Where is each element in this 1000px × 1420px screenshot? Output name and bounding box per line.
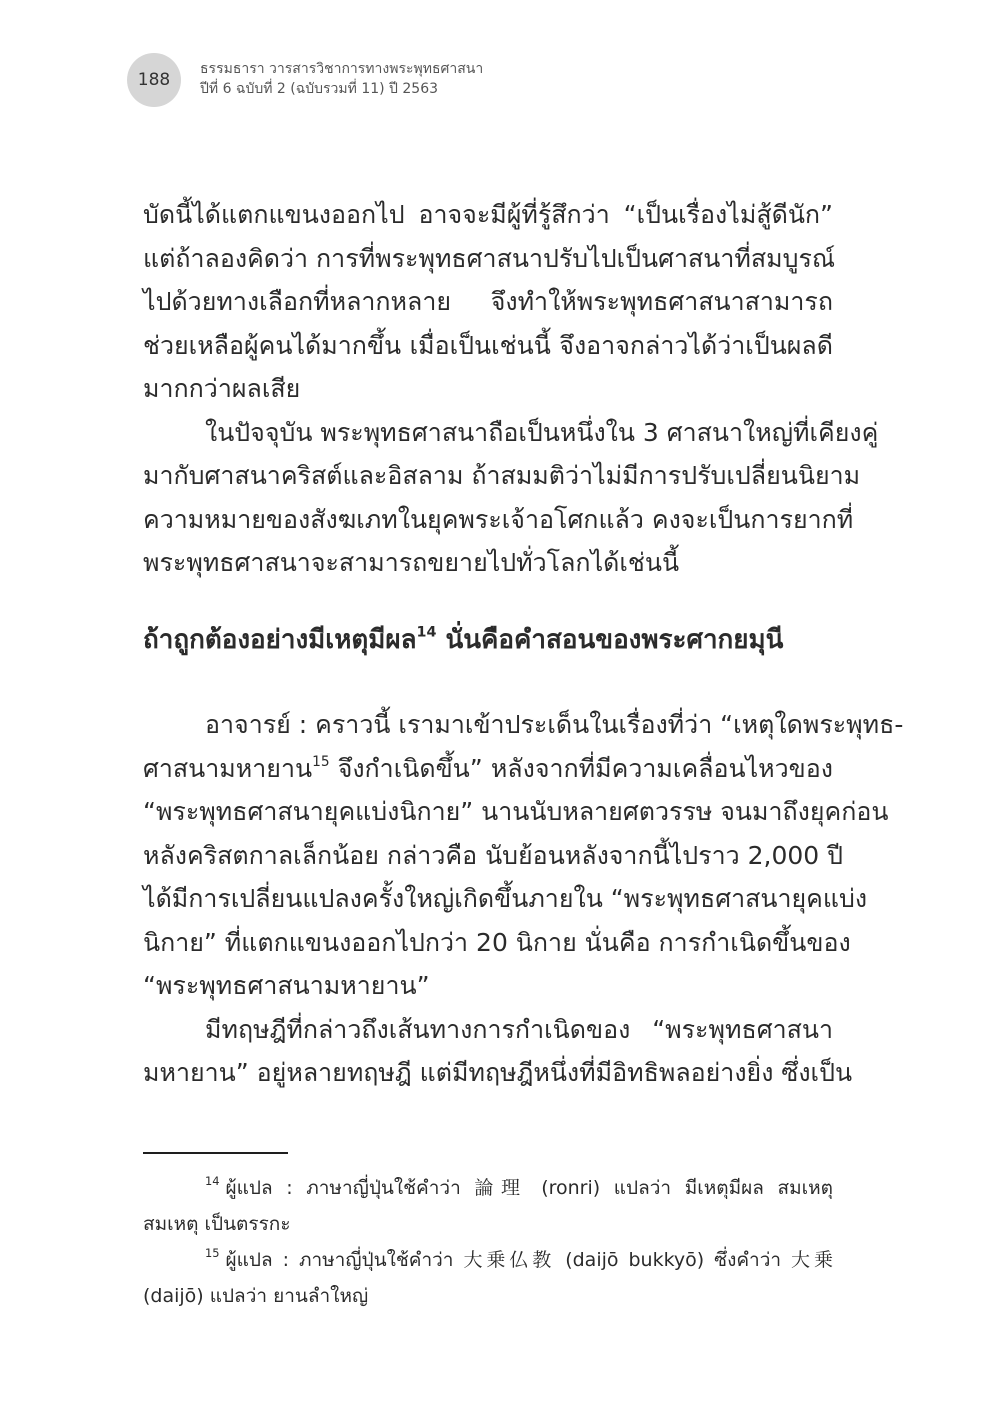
footnote-14 bbox=[143, 1170, 833, 1242]
paragraph-3 bbox=[143, 703, 904, 1008]
footnote-text: ผู้แปล : ภาษาญี่ปุ่นใช้คำว่า 論理 (ronri) แปลว่า มีเหตุมีผล สมเหตุ bbox=[225, 1177, 833, 1199]
body-line: ความหมายของสังฆเภทในยุคพระเจ้าอโศกแล้ว คงจะเป็นการยากที่ bbox=[143, 504, 854, 534]
footnote-line bbox=[143, 1242, 833, 1278]
footnote-number: 14 bbox=[205, 1174, 220, 1189]
footnote-15 bbox=[143, 1242, 833, 1314]
body-line: พระพุทธศาสนาจะสามารถขยายไปทั่วโลกได้เช่นนี้ bbox=[143, 548, 680, 577]
body-line: ในปัจจุบัน พระพุทธศาสนาถือเป็นหนึ่งใน 3 ศาสนาใหญ่ที่เคียงคู่ bbox=[205, 417, 879, 447]
body-line: ไปด้วยทางเลือกที่หลากหลาย จึงทำให้พระพุทธศาสนาสามารถ bbox=[143, 287, 833, 316]
paragraph-4 bbox=[143, 1008, 853, 1095]
section-heading-text: ถ้าถูกต้องอย่างมีเหตุมีผล bbox=[143, 625, 417, 655]
running-head bbox=[200, 59, 800, 99]
body-line: มากกว่าผลเสีย bbox=[143, 374, 301, 403]
footnotes bbox=[143, 1170, 833, 1314]
footnote-line bbox=[143, 1170, 833, 1206]
body-line-text: ศาสนามหายาน bbox=[143, 753, 313, 783]
body-line bbox=[143, 747, 833, 791]
paragraph-1 bbox=[143, 193, 836, 411]
body-line: อาจารย์ : คราวนี้ เรามาเข้าประเด็นในเรื่องที่ว่า “เหตุใดพระพุทธ- bbox=[205, 710, 904, 739]
paragraph-2 bbox=[143, 411, 879, 585]
issue-info: ปีที่ 6 ฉบับที่ 2 (ฉบับรวมที่ 11) ปี 2563 bbox=[200, 81, 439, 97]
footnote-ref-15: 15 bbox=[312, 753, 330, 770]
section-heading-text-rest: นั่นคือคำสอนของพระศากยมุนี bbox=[436, 625, 784, 655]
body-line: ช่วยเหลือผู้คนได้มากขึ้น เมื่อเป็นเช่นนี้ จึงอาจกล่าวได้ว่าเป็นผลดี bbox=[143, 330, 833, 360]
footnote-separator bbox=[143, 1152, 288, 1154]
body-text-lower bbox=[143, 703, 904, 1095]
footnote-text: ผู้แปล : ภาษาญี่ปุ่นใช้คำว่า 大乗仏教 (daijō bukkyō) ซึ่งคำว่า 大乗 bbox=[225, 1249, 833, 1271]
footnote-ref-14: 14 bbox=[416, 624, 437, 641]
body-line: นิกาย” ที่แตกแขนงออกไปกว่า 20 นิกาย นั่นคือ การกำเนิดขึ้นของ bbox=[143, 927, 851, 957]
footnote-number: 15 bbox=[205, 1246, 220, 1261]
page-number-badge bbox=[127, 53, 181, 107]
footnote-line: สมเหตุ เป็นตรรกะ bbox=[143, 1213, 291, 1235]
journal-title: ธรรมธารา วารสารวิชาการทางพระพุทธศาสนา bbox=[200, 61, 484, 77]
body-line: ได้มีการเปลี่ยนแปลงครั้งใหญ่เกิดขึ้นภายใน “พระพุทธศาสนายุคแบ่ง bbox=[143, 884, 868, 913]
body-line: บัดนี้ได้แตกแขนงออกไป อาจจะมีผู้ที่รู้สึกว่า “เป็นเรื่องไม่สู้ดีนัก” bbox=[143, 200, 833, 229]
body-line: มากับศาสนาคริสต์และอิสลาม ถ้าสมมติว่าไม่มีการปรับเปลี่ยนนิยาม bbox=[143, 461, 861, 490]
page-number: 188 bbox=[137, 70, 171, 90]
body-text-upper bbox=[143, 193, 879, 585]
footnote-line: (daijō) แปลว่า ยานลำใหญ่ bbox=[143, 1285, 369, 1307]
section-heading bbox=[143, 618, 833, 662]
body-line: “พระพุทธศาสนายุคแบ่งนิกาย” นานนับหลายศตวรรษ จนมาถึงยุคก่อน bbox=[143, 797, 889, 826]
body-line-text: จึงกำเนิดขึ้น” หลังจากที่มีความเคลื่อนไหวของ bbox=[329, 753, 833, 783]
body-line: มีทฤษฎีที่กล่าวถึงเส้นทางการกำเนิดของ “พระพุทธศาสนา bbox=[205, 1014, 833, 1044]
body-line: “พระพุทธศาสนามหายาน” bbox=[143, 971, 430, 1000]
body-line: แต่ถ้าลองคิดว่า การที่พระพุทธศาสนาปรับไปเป็นศาสนาที่สมบูรณ์ bbox=[143, 243, 836, 273]
body-line: หลังคริสตกาลเล็กน้อย กล่าวคือ นับย้อนหลังจากนี้ไปราว 2,000 ปี bbox=[143, 840, 843, 870]
body-line: มหายาน” อยู่หลายทฤษฎี แต่มีทฤษฎีหนึ่งที่มีอิทธิพลอย่างยิ่ง ซึ่งเป็น bbox=[143, 1058, 853, 1087]
